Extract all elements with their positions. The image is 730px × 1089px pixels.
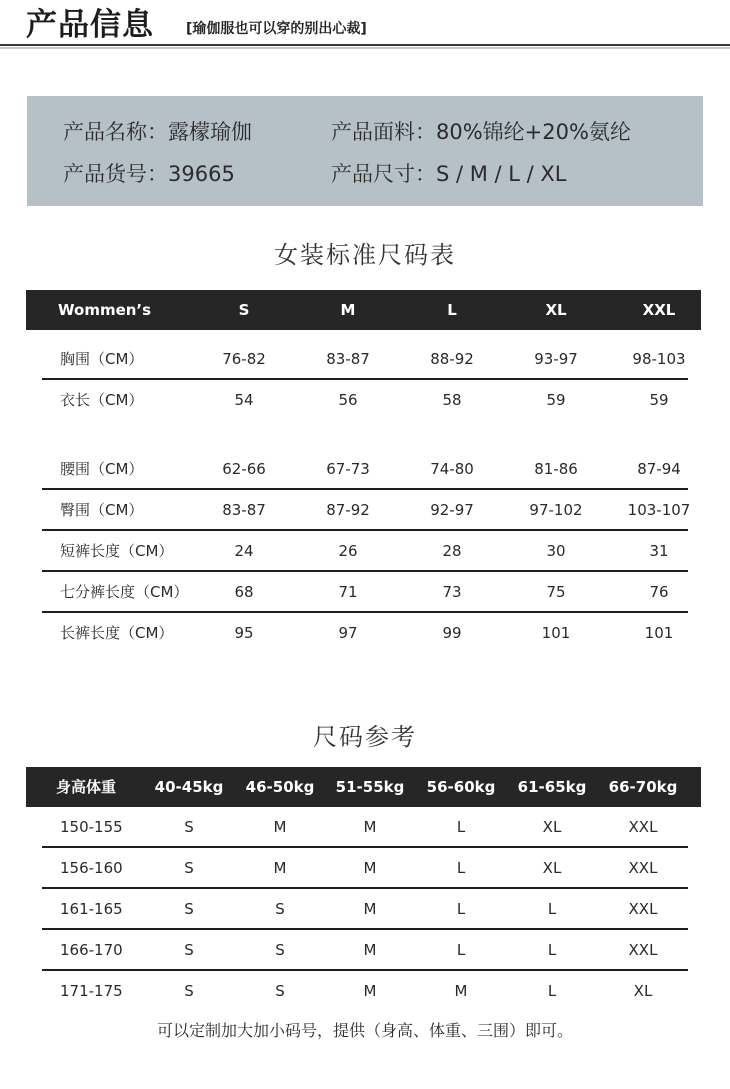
size-reference-cell: XL xyxy=(542,818,562,836)
size-reference-header-weight: 66-70kg xyxy=(608,778,678,796)
size-reference-cell: S xyxy=(275,900,285,918)
size-reference-cell: M xyxy=(363,941,377,959)
size-reference-cell: M xyxy=(454,982,468,1000)
size-reference-cell: L xyxy=(456,859,466,877)
size-chart-row-label: 衣长（CM） xyxy=(60,391,144,409)
product-info-box xyxy=(27,96,703,206)
size-chart-cell: 54 xyxy=(234,391,254,409)
size-reference-header-weight: 46-50kg xyxy=(245,778,315,796)
page-title: 产品信息 xyxy=(26,7,154,43)
size-reference-row xyxy=(42,930,688,971)
size-chart-cell: 56 xyxy=(338,391,358,409)
size-reference-row-label: 156-160 xyxy=(60,859,123,877)
size-chart-header xyxy=(26,290,701,330)
size-reference-cell: S xyxy=(184,818,194,836)
product-fabric: 产品面料：80%锦纶+20%氨纶 xyxy=(331,120,631,144)
size-chart-cell: 87-92 xyxy=(326,501,370,519)
size-chart-cell: 28 xyxy=(442,542,462,560)
size-chart-cell: 74-80 xyxy=(430,460,474,478)
size-chart-row xyxy=(42,572,688,613)
size-reference-cell: L xyxy=(547,900,557,918)
size-reference-cell: S xyxy=(184,982,194,1000)
size-reference-cell: XL xyxy=(542,859,562,877)
size-chart-cell: 58 xyxy=(442,391,462,409)
size-chart-cell: 87-94 xyxy=(637,460,681,478)
size-chart-cell: 98-103 xyxy=(632,350,686,368)
size-reference-cell: S xyxy=(275,941,285,959)
size-chart-header-label: Wommen’s xyxy=(58,301,152,319)
header-divider-shadow xyxy=(0,47,730,49)
size-chart-row-label: 胸围（CM） xyxy=(60,350,144,368)
size-reference-header xyxy=(26,767,701,807)
size-reference-row xyxy=(42,971,688,1012)
size-reference-cell: L xyxy=(456,818,466,836)
size-chart-cell: 83-87 xyxy=(326,350,370,368)
size-chart-cell: 103-107 xyxy=(627,501,691,519)
size-reference-row-label: 161-165 xyxy=(60,900,123,918)
size-chart-row xyxy=(42,380,688,421)
size-reference-cell: M xyxy=(363,982,377,1000)
product-sizes: 产品尺寸：S / M / L / XL xyxy=(331,162,567,186)
size-chart-cell: 68 xyxy=(234,583,254,601)
size-reference-cell: M xyxy=(273,818,287,836)
size-chart-title: 女装标准尺码表 xyxy=(274,241,456,269)
size-reference-row xyxy=(42,889,688,930)
size-reference-title: 尺码参考 xyxy=(313,723,417,751)
size-chart-header-size: XL xyxy=(545,301,567,319)
size-reference-cell: XXL xyxy=(628,941,658,959)
size-chart-header-size: M xyxy=(340,301,356,319)
size-reference-cell: S xyxy=(275,982,285,1000)
size-reference-cell: L xyxy=(547,982,557,1000)
size-chart-cell: 67-73 xyxy=(326,460,370,478)
size-chart-cell: 97 xyxy=(338,624,358,642)
custom-size-note: 可以定制加大加小码号，提供（身高、体重、三围）即可。 xyxy=(156,1021,573,1040)
size-reference-header-weight: 40-45kg xyxy=(154,778,224,796)
size-chart-cell: 83-87 xyxy=(222,501,266,519)
size-reference-row xyxy=(42,848,688,889)
size-reference-header-weight: 56-60kg xyxy=(426,778,496,796)
size-chart-cell: 101 xyxy=(644,624,674,642)
size-reference-header-label: 身高体重 xyxy=(56,778,117,796)
size-reference-header-weight: 51-55kg xyxy=(335,778,405,796)
size-chart-cell: 30 xyxy=(546,542,566,560)
size-reference-cell: L xyxy=(456,900,466,918)
size-chart-cell: 71 xyxy=(338,583,358,601)
size-chart-cell: 24 xyxy=(234,542,254,560)
size-chart-cell: 88-92 xyxy=(430,350,474,368)
product-sku: 产品货号：39665 xyxy=(63,162,235,186)
size-reference-header-weight: 61-65kg xyxy=(517,778,587,796)
size-chart-cell: 101 xyxy=(541,624,571,642)
size-chart-cell: 76 xyxy=(649,583,669,601)
size-chart-cell: 75 xyxy=(546,583,566,601)
size-reference-cell: S xyxy=(184,900,194,918)
size-chart-row xyxy=(42,613,688,654)
size-chart-cell: 99 xyxy=(442,624,462,642)
size-reference-cell: S xyxy=(184,941,194,959)
size-chart-cell: 59 xyxy=(649,391,669,409)
size-chart-row xyxy=(42,490,691,531)
size-chart-header-size: L xyxy=(447,301,457,319)
size-chart-cell: 95 xyxy=(234,624,254,642)
size-reference-cell: M xyxy=(363,900,377,918)
size-chart-cell: 31 xyxy=(649,542,669,560)
size-reference-cell: M xyxy=(363,859,377,877)
size-chart-row xyxy=(42,339,688,380)
size-chart-row-label: 腰围（CM） xyxy=(60,460,144,478)
size-chart-row-label: 短裤长度（CM） xyxy=(60,542,174,560)
size-chart-row-label: 长裤长度（CM） xyxy=(60,624,174,642)
size-reference-cell: XXL xyxy=(628,859,658,877)
size-reference-cell: M xyxy=(273,859,287,877)
size-reference-row-label: 150-155 xyxy=(60,818,123,836)
size-reference-cell: M xyxy=(363,818,377,836)
size-chart-cell: 76-82 xyxy=(222,350,266,368)
size-reference-cell: S xyxy=(184,859,194,877)
size-chart-row xyxy=(42,449,688,490)
size-reference-row-label: 166-170 xyxy=(60,941,123,959)
size-reference-cell: XL xyxy=(633,982,653,1000)
size-chart-cell: 59 xyxy=(546,391,566,409)
size-chart-cell: 92-97 xyxy=(430,501,474,519)
size-chart-header-size: XXL xyxy=(642,301,676,319)
size-reference-cell: XXL xyxy=(628,900,658,918)
header-divider xyxy=(0,44,730,46)
page-subtitle: [瑜伽服也可以穿的别出心裁] xyxy=(186,21,367,37)
size-reference-cell: XXL xyxy=(628,818,658,836)
size-reference-cell: L xyxy=(456,941,466,959)
size-reference-row-label: 171-175 xyxy=(60,982,123,1000)
size-chart-row-label: 七分裤长度（CM） xyxy=(60,583,189,601)
product-name: 产品名称：露檬瑜伽 xyxy=(63,120,252,144)
size-chart-cell: 93-97 xyxy=(534,350,578,368)
size-reference-row xyxy=(42,807,688,848)
size-chart-cell: 73 xyxy=(442,583,462,601)
size-chart-header-size: S xyxy=(238,301,250,319)
size-chart-cell: 81-86 xyxy=(534,460,578,478)
size-chart-cell: 26 xyxy=(338,542,358,560)
size-chart-row xyxy=(42,531,688,572)
size-chart-row-label: 臀围（CM） xyxy=(60,501,144,519)
size-chart-cell: 62-66 xyxy=(222,460,266,478)
size-chart-cell: 97-102 xyxy=(529,501,583,519)
size-reference-cell: L xyxy=(547,941,557,959)
